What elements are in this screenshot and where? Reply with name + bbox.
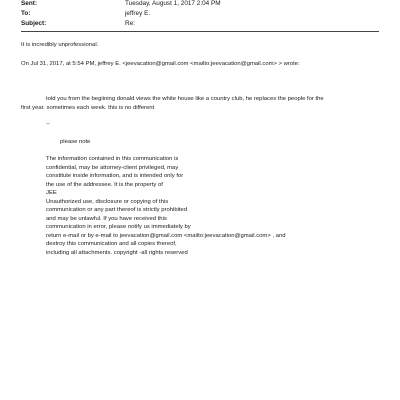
subject-row: [21, 20, 391, 30]
disclaimer-line: Unauthorized use, disclosure or copying of this: [46, 198, 169, 205]
sent-label: Sent:: [21, 0, 37, 7]
signature-dashes: --: [46, 121, 50, 127]
disclaimer-line: constitute inside information, and is intended only for: [46, 173, 184, 179]
disclaimer-line: communication in error, please notify us immediately by: [46, 224, 191, 230]
email-header: [21, 0, 391, 30]
sent-row: [21, 0, 391, 10]
sent-value: Tuesday, August 1, 2017 2:04 PM: [125, 0, 221, 7]
reply-text: It is incredibly unprofessional.: [21, 42, 99, 48]
disclaimer-line: The information contained in this communication is: [46, 156, 179, 162]
header-divider: [21, 31, 379, 32]
disclaimer-line: communication or any part thereof is strictly prohibited: [46, 207, 188, 213]
to-value: jeffrey E.: [125, 10, 151, 17]
quoted-line-2: first year. sometimes each week. this is no different: [21, 105, 155, 111]
disclaimer-line: return e-mail or by e-mail to jeevacation@gmail.com <mailto:jeevacation@gmail.com> , and: [46, 232, 286, 239]
subject-value: Re:: [125, 20, 135, 27]
please-note: please note: [60, 139, 91, 145]
disclaimer-line: including all attachments. copyright -all rights reserved: [46, 249, 188, 256]
disclaimer-line: destroy this communication and all copies thereof,: [46, 241, 177, 247]
disclaimer-line: the use of the addressee. It is the property of: [46, 181, 163, 188]
quote-intro: On Jul 31, 2017, at 5:54 PM, jeffrey E. <jeevacation@gmail.com <mailto:jeevacation@gmail.com> > wrote:: [21, 61, 300, 67]
disclaimer-line: confidential, may be attorney-client privileged, may: [46, 164, 179, 171]
disclaimer-line: and may be unlawful. If you have received this: [46, 215, 167, 222]
quoted-line-1: told you from the begiining donald views the white house like a country club, he replaces the people for the: [46, 96, 324, 102]
to-label: To:: [21, 10, 31, 17]
to-row: [21, 10, 391, 20]
disclaimer-line: JEE: [46, 190, 57, 196]
subject-label: Subject:: [21, 20, 47, 27]
